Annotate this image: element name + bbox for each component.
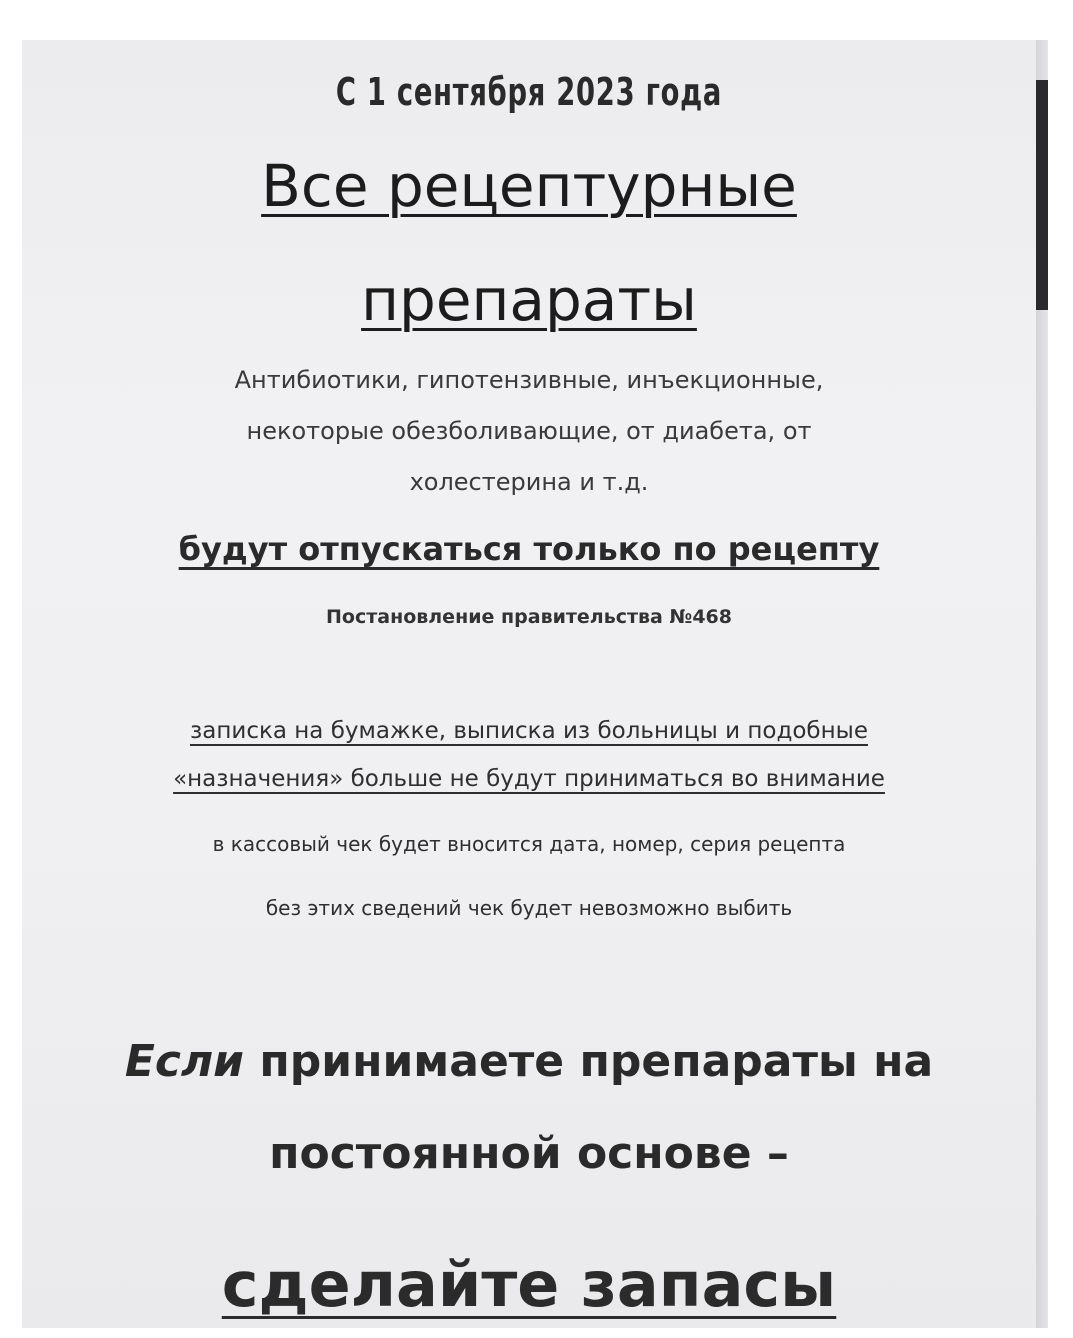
note-text-1: записка на бумажке, выписка из больницы и подобные	[190, 718, 868, 744]
examples-line-3: холестерина и т.д.	[409, 468, 649, 496]
call-rest: принимаете препараты на	[259, 1036, 934, 1087]
decree-reference: Постановление правительства №468	[326, 606, 732, 628]
headline-line-2	[22, 266, 1036, 334]
rule-line	[22, 530, 1036, 568]
call-line-2: постоянной основе –	[269, 1128, 789, 1179]
call-emphasis: Если	[124, 1036, 245, 1087]
headline-text-1: Все рецептурные	[261, 152, 797, 220]
examples-line-2: некоторые обезболивающие, от диабета, от	[246, 417, 812, 445]
final-text: сделайте запасы	[221, 1248, 837, 1321]
final-line	[22, 1248, 1036, 1321]
headline-line-1	[22, 152, 1036, 220]
headline-text-2: препараты	[361, 266, 697, 334]
background-object	[1036, 80, 1048, 310]
note-text-2: «назначения» больше не будут приниматься во внимание	[173, 766, 885, 792]
receipt-line-1: в кассовый чек будет вносится дата, номер, серия рецепта	[212, 832, 846, 856]
receipt-line-2: без этих сведений чек будет невозможно выбить	[265, 896, 793, 920]
note-line-2	[22, 766, 1036, 792]
date-line: С 1 сентября 2023 года	[335, 70, 723, 114]
note-line-1	[22, 718, 1036, 744]
notice-sheet	[22, 40, 1036, 1328]
examples-line-1: Антибиотики, гипотензивные, инъекционные,	[234, 366, 824, 394]
call-line-1	[22, 1036, 1036, 1087]
rule-text: будут отпускаться только по рецепту	[178, 530, 880, 568]
